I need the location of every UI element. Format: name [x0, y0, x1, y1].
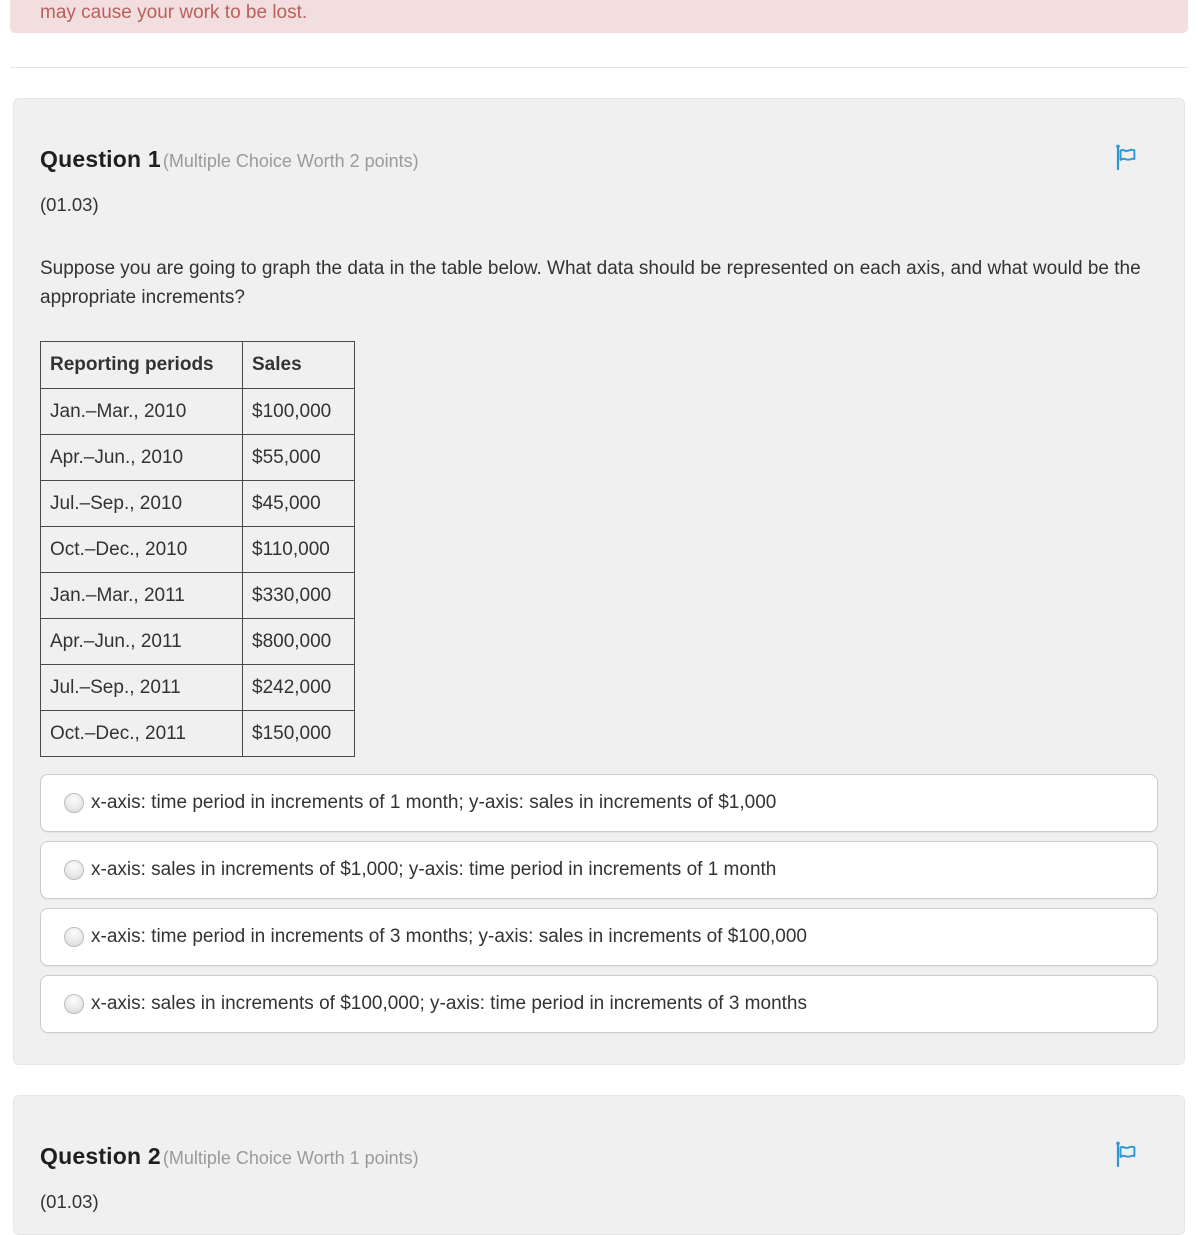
answer-option[interactable]	[40, 841, 1158, 899]
table-row	[41, 527, 355, 573]
flag-question-2-button[interactable]	[1110, 1140, 1140, 1170]
sales-value-cell: $55,000	[243, 435, 355, 481]
table-header-row	[41, 342, 355, 389]
radio-button-icon[interactable]	[64, 994, 84, 1014]
question-1-lesson-code: (01.03)	[40, 194, 99, 215]
question-2-meta: (Multiple Choice Worth 1 points)	[162, 1148, 419, 1168]
radio-button-icon[interactable]	[64, 860, 84, 880]
sales-value-cell: $150,000	[243, 711, 355, 757]
question-1-header	[40, 99, 1158, 173]
radio-button-icon[interactable]	[64, 927, 84, 947]
answer-option[interactable]	[40, 975, 1158, 1033]
flag-icon	[1112, 1140, 1139, 1168]
flag-question-1-button[interactable]	[1110, 143, 1140, 173]
reporting-period-cell: Jul.–Sep., 2010	[41, 481, 243, 527]
reporting-period-cell: Oct.–Dec., 2010	[41, 527, 243, 573]
reporting-period-cell: Apr.–Jun., 2011	[41, 619, 243, 665]
question-2-title: Question 2	[40, 1143, 161, 1169]
question-2-lesson-code: (01.03)	[40, 1191, 99, 1212]
sales-value-cell: $110,000	[243, 527, 355, 573]
divider	[10, 67, 1188, 68]
question-2-card	[13, 1095, 1185, 1235]
reporting-period-cell: Jan.–Mar., 2010	[41, 389, 243, 435]
question-1-card	[13, 98, 1185, 1065]
answer-option[interactable]	[40, 908, 1158, 966]
sales-data-table	[40, 341, 355, 757]
sales-value-cell: $800,000	[243, 619, 355, 665]
sales-value-cell: $100,000	[243, 389, 355, 435]
answer-option-label: x-axis: sales in increments of $100,000; y-axis: time period in increments of 3 months	[91, 993, 807, 1014]
sales-value-cell: $330,000	[243, 573, 355, 619]
flag-icon	[1112, 143, 1139, 171]
question-2-header	[40, 1096, 1158, 1170]
table-row	[41, 619, 355, 665]
table-row	[41, 711, 355, 757]
table-row	[41, 573, 355, 619]
reporting-period-cell: Apr.–Jun., 2010	[41, 435, 243, 481]
table-header-cell: Reporting periods	[41, 342, 243, 389]
table-row	[41, 481, 355, 527]
answer-option[interactable]	[40, 774, 1158, 832]
sales-value-cell: $45,000	[243, 481, 355, 527]
answer-option-label: x-axis: time period in increments of 1 month; y-axis: sales in increments of $1,000	[91, 792, 777, 813]
answer-option-label: x-axis: time period in increments of 3 months; y-axis: sales in increments of $100,000	[91, 926, 807, 947]
sales-value-cell: $242,000	[243, 665, 355, 711]
warning-banner-text: may cause your work to be lost.	[40, 2, 308, 23]
reporting-period-cell: Oct.–Dec., 2011	[41, 711, 243, 757]
question-1-title: Question 1	[40, 146, 161, 172]
warning-banner	[10, 0, 1188, 33]
table-row	[41, 665, 355, 711]
table-row	[41, 389, 355, 435]
reporting-period-cell: Jan.–Mar., 2011	[41, 573, 243, 619]
answer-option-label: x-axis: sales in increments of $1,000; y-axis: time period in increments of 1 month	[91, 859, 777, 880]
table-row	[41, 435, 355, 481]
radio-button-icon[interactable]	[64, 793, 84, 813]
answer-options	[40, 774, 1158, 1033]
table-header-cell: Sales	[243, 342, 355, 389]
question-1-prompt: Suppose you are going to graph the data in the table below. What data should be represented on each axis, and what would be the appropriate increments?	[40, 258, 1141, 308]
question-1-meta: (Multiple Choice Worth 2 points)	[162, 151, 419, 171]
reporting-period-cell: Jul.–Sep., 2011	[41, 665, 243, 711]
